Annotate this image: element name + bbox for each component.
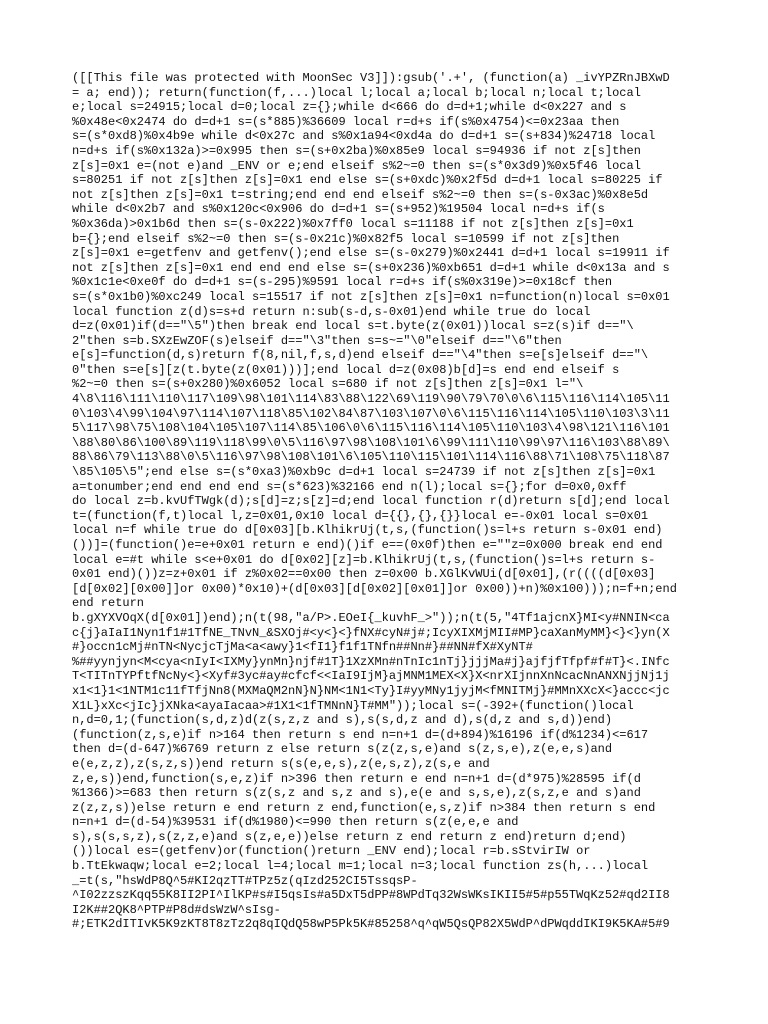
code-line: X1L}xXc<jIc}jXNka<ayaIacaa>#1X1<1fTMNnN}T#MM"));local s=(-392+(function()local <box>72 698 634 713</box>
code-line: e[s]=function(d,s)return f(8,nil,f,s,d)end elseif d=="\4"then s=e[s]elseif d=="\ <box>72 348 649 363</box>
code-line: c{j}aIaI1Nyn1f1#1TfNE_TNvN_&SXOj#<y<}<}fNX#cyN#j#;IcyXIXMjMII#MP}caXanMyMM}<}<}yn(X <box>72 625 670 640</box>
code-line: z,e,s))end,function(s,e,z)if n>396 then return e end n=n+1 d=(d*975)%28595 if(d <box>72 771 641 786</box>
code-line: %0x1c1e<0xe0f do d=d+1 s=(s-295)%9591 local r=d+s if(s%0x319e)>=0x18cf then <box>72 275 613 290</box>
code-line: [d[0x02][0x00]]or 0x00)*0x10)+(d[0x03][d[0x02][0x01]]or 0x00))+n)%0x100)));n=f+n;end <box>72 581 677 596</box>
code-line: T<TITnTYPftfNcNy<}<Xyf#3yc#ay#cfcf<<IaI9IjM}ajMNM1MEX<X}X<nrXIjnnXnNcacNnANXNjjNj1j <box>72 669 670 684</box>
code-line: n=n+1 d=(d-54)%39531 if(d%1980)<=990 then return s(z(e,e,e and <box>72 815 519 830</box>
code-line: do local z=b.kvUfTWgk(d);s[d]=z;s[z]=d;end local function r(d)return s[d];end local <box>72 494 670 509</box>
code-line: d=z(0x01)if(d=="\5")then break end local s=t.byte(z(0x01))local s=z(s)if d=="\ <box>72 319 634 334</box>
code-line: z[s]=0x1 e=(not e)and _ENV or e;end elseif s%2~=0 then s=(s*0x3d9)%0x5f46 local <box>72 158 641 173</box>
code-line: (function(z,s,e)if n>164 then return s end n=n+1 d=(d+894)%16196 if(d%1234)<=617 <box>72 727 649 742</box>
code-line: _=t(s,"hsWdP8Q^5#KI2qzTT#TPz5z(qIzd252CI5TssqsP- <box>72 873 418 888</box>
code-line: not z[s]then z[s]=0x1 end end end else s=(s+0x236)%0xb651 d=d+1 while d<0x13a and s <box>72 260 670 275</box>
code-line: 5\117\98\75\108\104\105\107\114\85\106\0\6\115\116\114\105\110\103\4\98\121\116\101 <box>72 421 670 436</box>
code-line: %0x48e<0x2474 do d=d+1 s=(s*885)%36609 local r=d+s if(s%0x4754)<=0x23aa then <box>72 114 620 129</box>
code-line: z[s]=0x1 e=getfenv and getfenv();end else s=(s-0x279)%0x2441 d=d+1 local s=19911 if <box>72 246 670 261</box>
code-line: %2~=0 then s=(s+0x280)%0x6052 local s=680 if not z[s]then z[s]=0x1 l="\ <box>72 377 584 392</box>
code-line: t=(function(f,t)local l,z=0x01,0x10 local d={{},{},{}}local e=-0x01 local s=0x01 <box>72 508 649 523</box>
code-line: \85\105\5";end else s=(s*0xa3)%0xb9c d=d+1 local s=24739 if not z[s]then z[s]=0x1 <box>72 465 656 480</box>
code-line: a=tonumber;end end end end s=(s*623)%32166 end n(l);local s={};for d=0x0,0xff <box>72 479 627 494</box>
code-line: ^I02zzszKqq55K8II2PI^IlKP#s#I5qsIs#a5DxT5dPP#8WPdTq32WsWKsIKII5#5#p55TWqKz52#qd2II8 <box>72 888 670 903</box>
code-line: end return <box>72 596 145 611</box>
code-line: 0x01 end)())z=z+0x01 if z%0x02==0x00 then z=0x00 b.XGlKvWUi(d[0x01],(r((((d[0x03] <box>72 567 656 582</box>
document-body <box>72 71 712 932</box>
code-line: %0x36da)>0x1b6d then s=(s-0x222)%0x7ff0 local s=11188 if not z[s]then z[s]=0x1 <box>72 216 634 231</box>
code-line: b.TtEkwaqw;local e=2;local l=4;local m=1;local n=3;local function zs(h,...)local <box>72 859 649 874</box>
code-line: local e=#t while s<e+0x01 do d[0x02][z]=b.KlhikrUj(t,s,(function()s=l+s return s- <box>72 552 656 567</box>
code-line: %##yynjyn<M<cya<nIyI<IXMy}ynMn}njf#1T}1XzXMn#nTnIc1nTj}jjjMa#j}ajfjfTfpf#f#T}<.INfc <box>72 654 670 669</box>
code-line: e;local s=24915;local d=0;local z={};while d<666 do d=d+1;while d<0x227 and s <box>72 100 627 115</box>
code-line: z(z,z,s))else return e end return z end,function(e,s,z)if n>384 then return s end <box>72 800 656 815</box>
code-line: local function z(d)s=s+d return n:sub(s-d,s-0x01)end while true do local <box>72 304 591 319</box>
code-line: %1366)>=683 then return s(z(s,z and s,z and s),e(e and s,s,e),z(s,z,e and s)and <box>72 786 641 801</box>
code-line: s=80251 if not z[s]then z[s]=0x1 end else s=(s+0xdc)%0x2f5d d=d+1 local s=80225 if <box>72 173 663 188</box>
code-line: 0"then s=e[s][z(t.byte(z(0x01)))];end local d=z(0x08)b[d]=s end end elseif s <box>72 362 620 377</box>
code-line: = a; end)); return(function(f,...)local l;local a;local b;local n;local t;local <box>72 85 641 100</box>
code-line: n,d=0,1;(function(s,d,z)d(z(s,z,z and s),s(s,d,z and d),s(d,z and s,d))end) <box>72 713 613 728</box>
code-line: local n=f while true do d[0x03][b.KlhikrUj(t,s,(function()s=l+s return s-0x01 end) <box>72 523 663 538</box>
code-line: e(e,z,z),z(s,z,s))end return s(s(e,e,s),z(e,s,z),z(s,e and <box>72 756 490 771</box>
code-line: \88\80\86\100\89\119\118\99\0\5\116\97\98\108\101\6\99\111\110\99\97\116\103\88\89\ <box>72 435 670 450</box>
code-line: I2K##2QK8^PTP#P8d#dsWzW^sIsg- <box>72 902 281 917</box>
code-line: ())local es=(getfenv)or(function()return _ENV end);local r=b.sStvirIW or <box>72 844 591 859</box>
code-line: b.gXYXVOqX(d[0x01])end);n(t(98,"a/P>.EOeI{_kuvhF_>"));n(t(5,"4Tf1ajcnX}MI<y#NNIN<ca <box>72 610 670 625</box>
code-line: 0\103\4\99\104\97\114\107\118\85\102\84\87\103\107\0\6\115\116\114\105\110\103\3\11 <box>72 406 670 421</box>
code-line: b={};end elseif s%2~=0 then s=(s-0x21c)%0x82f5 local s=10599 if not z[s]then <box>72 231 620 246</box>
code-line: s=(s*0xd8)%0x4b9e while d<0x27c and s%0x1a94<0xd4a do d=d+1 s=(s+834)%24718 local <box>72 129 656 144</box>
code-line: 4\8\116\111\110\117\109\98\101\114\83\88\122\69\119\90\79\70\0\6\115\116\114\105\11 <box>72 392 670 407</box>
code-line: s),s(s,s,z),s(z,z,e)and s(z,e,e))else return z end return z end)return d;end) <box>72 829 627 844</box>
code-line: ([[This file was protected with MoonSec V3]]):gsub('.+', (function(a) _ivYPZRnJBXwD <box>72 71 670 85</box>
code-line: n=d+s if(s%0x132a)>=0x995 then s=(s+0x2ba)%0x85e9 local s=94936 if not z[s]then <box>72 143 641 158</box>
code-line: not z[s]then z[s]=0x1 t=string;end end end elseif s%2~=0 then s=(s-0x3ac)%0x8e5d <box>72 187 649 202</box>
code-line: while d<0x2b7 and s%0x120c<0x906 do d=d+1 s=(s+952)%19504 local n=d+s if(s <box>72 202 605 217</box>
code-line: x1<1}1<1NTM1c11fTfjNn8(MXMaQM2nN}N}NM<1N1<Ty}I#yyMNy1jyjM<fMNITMj}#MMnXXcX<}accc<jc <box>72 683 670 698</box>
code-line: 2"then s=b.SXzEwZOF(s)elseif d=="\3"then s=s~="\0"elseif d=="\6"then <box>72 333 562 348</box>
code-line: then d=(d-647)%6769 return z else return s(z(z,s,e)and s(z,s,e),z(e,e,s)and <box>72 742 613 757</box>
code-line: ())]=(function()e=e+0x01 return e end)()if e==(0x0f)then e=""z=0x000 break end end <box>72 538 663 552</box>
code-line: #}occn1cMj#nTN<NycjcTjMa<a<awy}1<fI1}f1f1TNfn##Nn#}##NN#fX#XyNT# <box>72 640 533 655</box>
code-line: 88\86\79\113\88\0\5\116\97\98\108\101\6\105\110\115\101\114\116\88\71\108\75\118\87 <box>72 450 670 465</box>
code-line: #;ETK2dITIvK5K9zKT8T8zTz2q8qIQdQ58wP5Pk5K#85258^q^qW5QsQP82X5WdP^dPWqddIKI9K5KA#5#9 <box>72 917 670 932</box>
code-line: s=(s*0x1b0)%0xc249 local s=15517 if not z[s]then z[s]=0x1 n=function(n)local s=0x01 <box>72 289 670 304</box>
